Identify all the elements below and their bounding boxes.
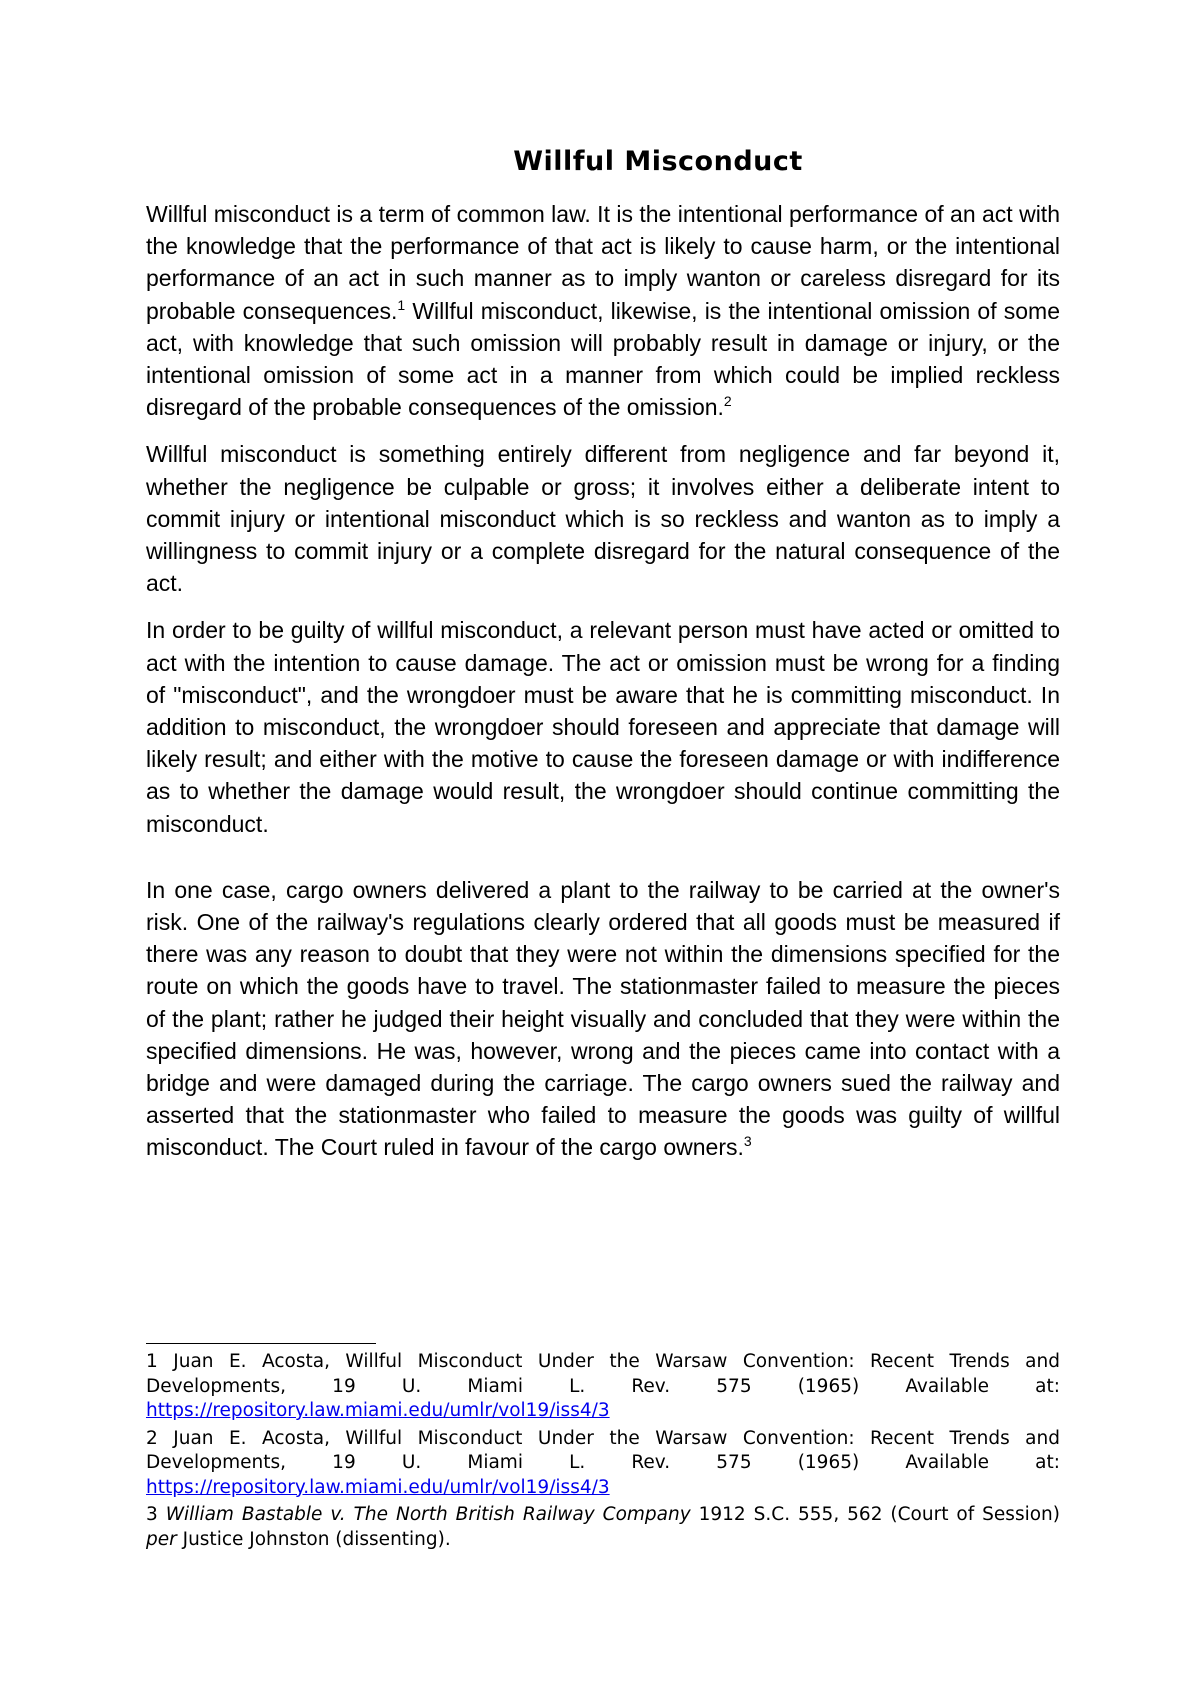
footnote-1-line-2: Developments, 19 U. Miami L. Rev. 575 (1965) Available at: — [146, 1375, 1060, 1397]
paragraph-case-example — [146, 874, 1060, 1164]
paragraph-requirements: In order to be guilty of willful misconduct, a relevant person must have acted or omitted to act with the intention to cause damage. The act or omission must be wrong for a finding of "misconduct", and the wrongdoer must be aware that he is committing misconduct. In addition to misconduct, the wrongdoer should foreseen and appreciate that damage will likely result; and either with the motive to cause the foreseen damage or with indifference as to whether the damage would result, the wrongdoer should continue committing the misconduct. — [146, 617, 1060, 837]
footnote-separator — [146, 1343, 376, 1344]
footnotes-section — [146, 1343, 1060, 1555]
footnote-2-link[interactable]: https://repository.law.miami.edu/umlr/vol19/iss4/3 — [146, 1476, 610, 1498]
footnote-1 — [146, 1350, 1060, 1424]
paragraph-definition-part-1: Willful misconduct is a term of common law. It is the intentional performance of an act with the knowledge that the performance of that act is likely to cause harm, or the intentional performance of an act in such manner as to imply wanton or careless disregard for its probable consequences. — [146, 201, 1060, 324]
footnote-3 — [146, 1503, 1060, 1552]
paragraph-definition — [146, 198, 1060, 423]
footnote-2-text: Juan E. Acosta, Willful Misconduct Under the Warsaw Convention: Recent Trends and — [157, 1427, 1060, 1449]
footnote-3-judge: Justice Johnston (dissenting). — [176, 1528, 451, 1550]
footnote-2-line-1 — [146, 1427, 1060, 1452]
footnote-1-text: Juan E. Acosta, Willful Misconduct Under the Warsaw Convention: Recent Trends and — [157, 1351, 1060, 1372]
footnote-3-case-name: William Bastable v. The North British Railway Company — [165, 1504, 691, 1525]
document-body — [146, 198, 1060, 1179]
paragraph-distinction: Willful misconduct is something entirely different from negligence and far beyond it, whether the negligence be culpable or gross; it involves either a deliberate intent to commit injury or intentional misconduct which is so reckless and wanton as to imply a willingness to commit injury or a complete disregard for the natural consequence of the act. — [146, 441, 1060, 597]
document-page — [146, 0, 1060, 1698]
document-title: Willful Misconduct — [513, 146, 803, 177]
footnote-3-per: per — [146, 1528, 177, 1550]
footnote-1-link[interactable]: https://repository.law.miami.edu/umlr/vol19/iss4/3 — [146, 1400, 610, 1421]
paragraph-definition-part-2: Willful misconduct, likewise, is the intentional omission of some act, with knowledge that such omission will probably result in damage or injury, or the intentional omission of some act in a manner from which could be implied reckless disregard of the probable consequences of the omission. — [146, 297, 1060, 421]
footnote-2 — [146, 1427, 1060, 1501]
footnote-3-citation: 1912 S.C. 555, 562 (Court of Session) — [690, 1504, 1060, 1525]
paragraph-case-example-text: In one case, cargo owners delivered a plant to the railway to be carried at the owner's risk. One of the railway's regulations clearly ordered that all goods must be measured if there was any reason to doubt that they were not within the dimensions specified for the route on which the goods have to travel. The stationmaster failed to measure the pieces of the plant; rather he judged their height visually and concluded that they were within the specified dimensions. He was, however, wrong and the pieces came into contact with a bridge and were damaged during the carriage. The cargo owners sued the railway and asserted that the stationmaster who failed to measure the goods was guilty of willful misconduct. The Court ruled in favour of the cargo owners. — [146, 876, 1060, 1161]
footnote-ref-3[interactable]: 3 — [743, 1133, 752, 1150]
footnote-2-number: 2 — [146, 1427, 158, 1449]
footnote-ref-1[interactable]: 1 — [397, 296, 406, 313]
footnote-1-line-1 — [146, 1350, 1060, 1375]
footnote-3-number: 3 — [146, 1504, 158, 1525]
footnote-1-number: 1 — [146, 1351, 158, 1372]
footnote-2-line-2: Developments, 19 U. Miami L. Rev. 575 (1965) Available at: — [146, 1452, 1060, 1473]
footnote-ref-2[interactable]: 2 — [723, 393, 732, 410]
